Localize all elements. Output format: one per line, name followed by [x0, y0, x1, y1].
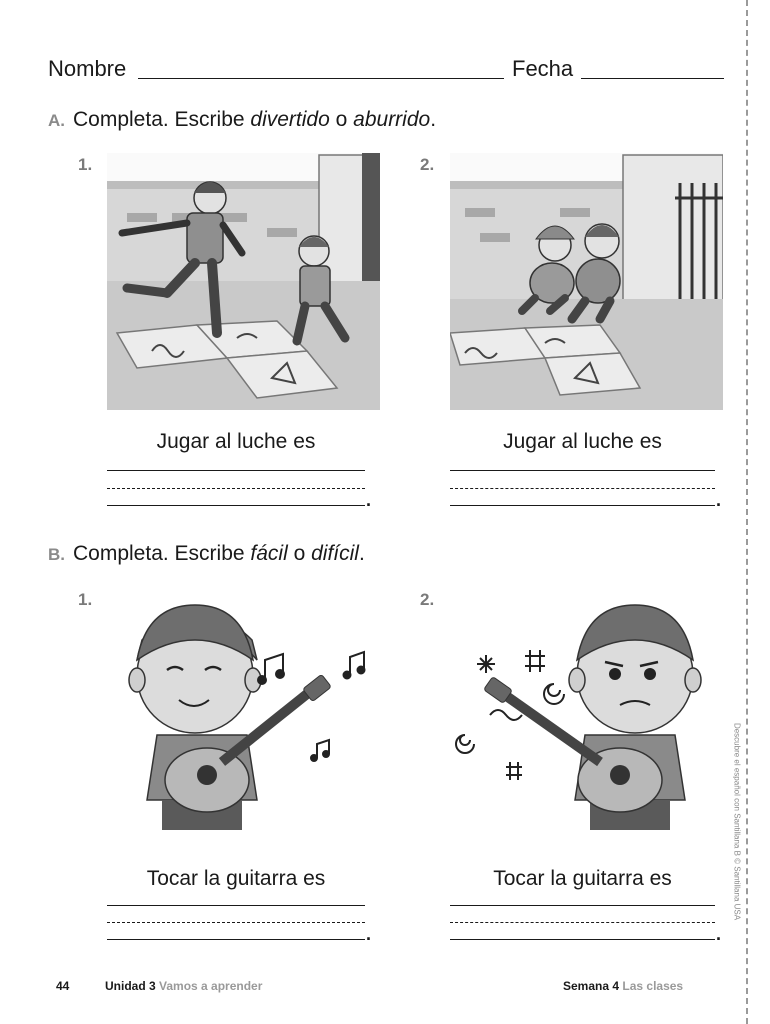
section-b-connector: o [287, 542, 312, 565]
section-a-heading [48, 108, 436, 132]
item-a1-prompt: Jugar al luche es [156, 430, 316, 453]
section-a-word-2: aburrido [353, 108, 431, 131]
section-b-end: . [358, 542, 365, 565]
footer-week [563, 979, 683, 993]
copyright-credit [730, 708, 744, 940]
item-b1-number: 1. [78, 590, 93, 609]
item-b2-prompt: Tocar la guitarra es [493, 867, 672, 890]
section-a-word-1: divertido [250, 108, 330, 131]
name-label: Nombre [48, 56, 127, 81]
section-b-heading [48, 542, 365, 566]
section-a-end: . [430, 108, 437, 131]
section-b-word-1: fácil [250, 542, 288, 565]
name-date-row [48, 56, 724, 84]
hopscotch-happy-icon [107, 153, 380, 410]
item-b2-answer-top-line[interactable] [450, 905, 715, 906]
name-answer-line[interactable] [138, 78, 504, 79]
copyright-credit-text: Descubre el español con Santillana B © Santillana USA [732, 722, 742, 921]
item-b2-answer-mid-dashed-line[interactable] [450, 922, 715, 923]
sitting-bored-icon [450, 153, 723, 410]
item-a1-period: . [366, 490, 372, 510]
item-a2-prompt: Jugar al luche es [503, 430, 662, 453]
footer-unit-label: Unidad 3 [105, 979, 156, 993]
item-a2-answer-base-line[interactable] [450, 505, 715, 506]
item-b1-answer-top-line[interactable] [107, 905, 365, 906]
section-b-instruction: Completa. Escribe [73, 542, 251, 565]
item-b1-prompt: Tocar la guitarra es [146, 867, 326, 890]
date-label: Fecha [512, 56, 574, 81]
page-number: 44 [56, 979, 70, 993]
illustration-b2-guitar-hard [450, 590, 723, 830]
guitar-struggle-icon [450, 590, 723, 830]
date-answer-line[interactable] [581, 78, 724, 79]
item-b1-answer-mid-dashed-line[interactable] [107, 922, 365, 923]
section-a-instruction: Completa. Escribe [73, 108, 251, 131]
cut-line-divider [746, 0, 748, 1024]
footer-unit-title: Vamos a aprender [159, 979, 263, 993]
footer-week-title: Las clases [622, 979, 684, 993]
item-b1-answer-base-line[interactable] [107, 939, 365, 940]
illustration-b1-guitar-easy [107, 590, 380, 830]
illustration-a1-hopscotch-fun [107, 153, 380, 410]
item-b2-period: . [716, 924, 722, 944]
item-a2-answer-top-line[interactable] [450, 470, 715, 471]
item-a2-period: . [716, 490, 722, 510]
section-a-letter: A. [48, 111, 65, 130]
item-b1-period: . [366, 924, 372, 944]
item-a2-number: 2. [420, 155, 435, 174]
item-b2-answer-base-line[interactable] [450, 939, 715, 940]
section-b-letter: B. [48, 545, 65, 564]
section-a-connector: o [329, 108, 354, 131]
footer-week-label: Semana 4 [563, 979, 620, 993]
item-a1-answer-base-line[interactable] [107, 505, 365, 506]
item-a1-answer-top-line[interactable] [107, 470, 365, 471]
item-a2-answer-mid-dashed-line[interactable] [450, 488, 715, 489]
item-b2-number: 2. [420, 590, 435, 609]
guitar-happy-icon [107, 590, 380, 830]
section-b-word-2: difícil [311, 542, 359, 565]
footer-unit [105, 979, 262, 993]
item-a1-answer-mid-dashed-line[interactable] [107, 488, 365, 489]
illustration-a2-hopscotch-bored [450, 153, 723, 410]
item-a1-number: 1. [78, 155, 93, 174]
